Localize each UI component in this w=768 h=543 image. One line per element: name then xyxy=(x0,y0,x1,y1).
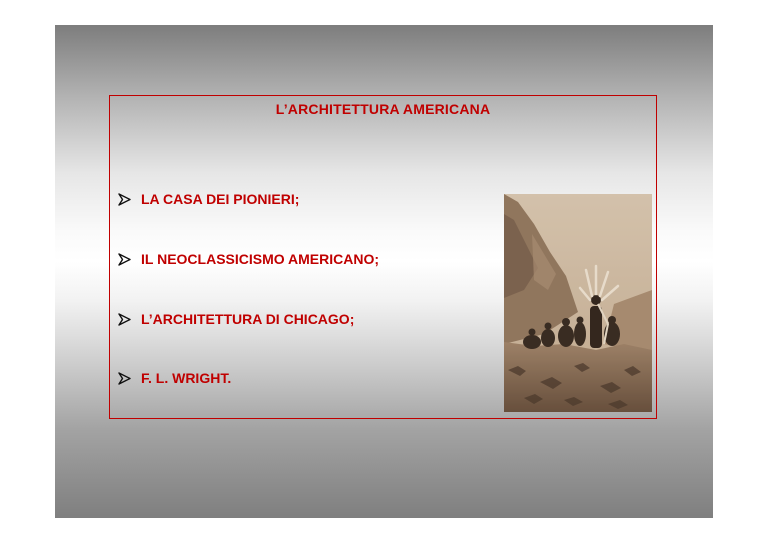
arrow-right-icon xyxy=(118,313,131,326)
bullet-item xyxy=(118,190,299,208)
slide-title: L’ARCHITETTURA AMERICANA xyxy=(275,101,491,117)
bullet-text: IL NEOCLASSICISMO AMERICANO; xyxy=(141,251,380,267)
arrow-right-icon xyxy=(118,253,131,266)
arrow-right-icon xyxy=(118,372,131,385)
bullet-text: L’ARCHITETTURA DI CHICAGO; xyxy=(141,311,355,327)
bullet-item xyxy=(118,310,354,328)
arrow-right-icon xyxy=(118,193,131,206)
bullet-text: F. L. WRIGHT. xyxy=(141,370,232,386)
bullet-item xyxy=(118,250,379,268)
sepia-photograph xyxy=(504,194,652,412)
bullet-text: LA CASA DEI PIONIERI; xyxy=(141,191,300,207)
bullet-item xyxy=(118,369,231,387)
